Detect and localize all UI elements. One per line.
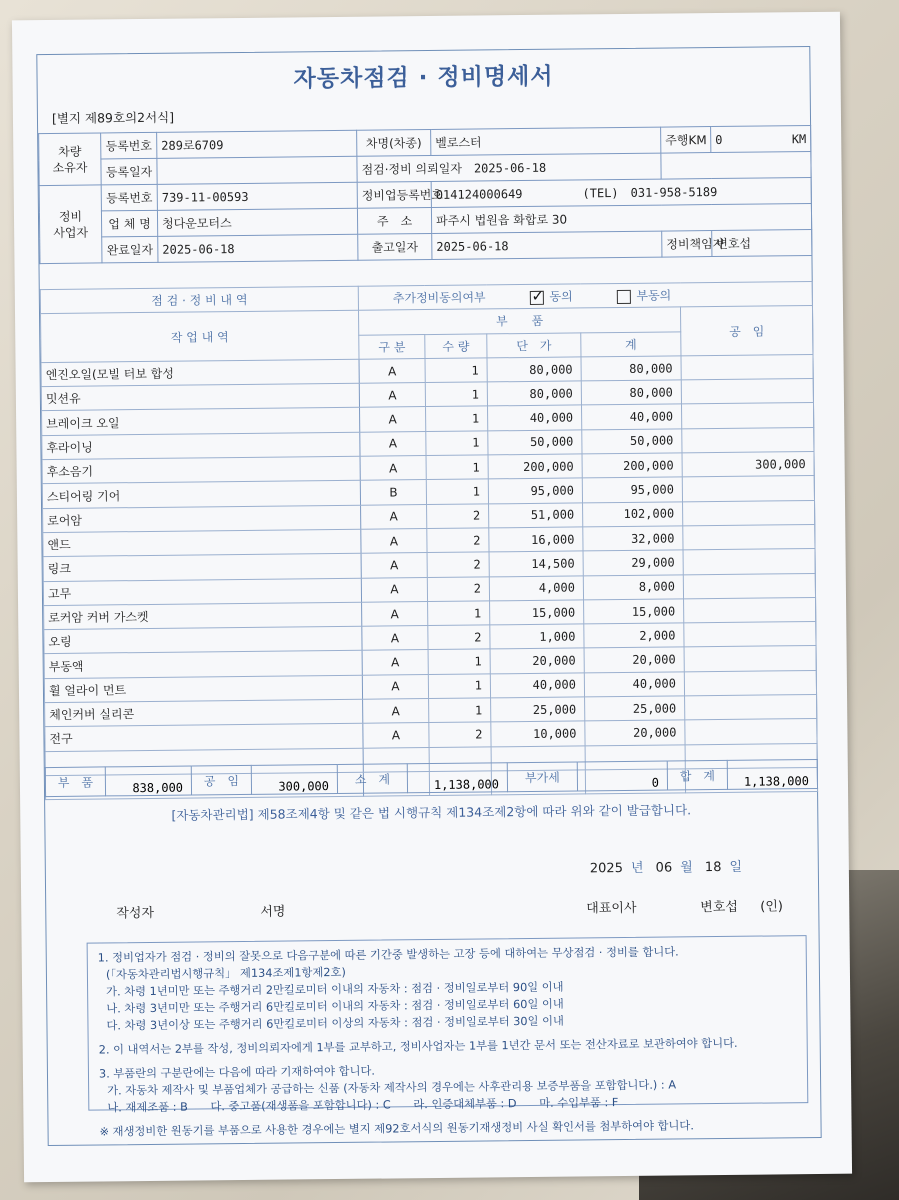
note-line: 2. 이 내역서는 2부를 작성, 정비의뢰자에게 1부를 교부하고, 정비사업자는 1부를 1년간 문서 또는 전산자료로 보관하여야 합니다. — [98, 1036, 738, 1057]
mileage-label: 주행KM — [661, 127, 711, 154]
qty-column-header: 수 량 — [425, 334, 487, 359]
law-statement: [자동차관리법] 제58조제4항 및 같은 법 시행규칙 제134조제2항에 따라 위와 같이 발급합니다. — [171, 802, 692, 823]
issue-date — [586, 856, 746, 877]
item-labor — [685, 719, 817, 745]
parts-total-label: 부 품 — [45, 767, 105, 797]
owner-reg-no: 289로6709 — [157, 130, 357, 158]
item-total: 32,000 — [583, 526, 683, 551]
grand-total: 1,138,000 — [727, 759, 817, 789]
item-total: 80,000 — [581, 356, 681, 381]
item-total: 40,000 — [584, 672, 684, 697]
vat-label: 부가세 — [507, 762, 577, 792]
item-labor — [681, 354, 813, 380]
note-line: 가. 자동차 제작사 및 부품업체가 공급하는 신품 (자동차 제작사의 경우에는 사후관리용 보증부품을 포함합니다.) : A — [107, 1078, 677, 1098]
item-unit-price: 20,000 — [490, 648, 584, 673]
item-type: A — [362, 674, 428, 699]
item-labor — [681, 403, 813, 429]
item-name: 부동액 — [44, 651, 362, 679]
item-name: 앤드 — [43, 529, 361, 557]
shop-name: 청다운모터스 — [157, 208, 357, 236]
item-type: A — [361, 504, 427, 529]
item-unit-price: 50,000 — [488, 430, 582, 455]
year-unit: 년 — [630, 860, 644, 876]
item-labor — [683, 573, 815, 599]
seal-mark: (인) — [760, 899, 784, 915]
item-name: 로어암 — [43, 505, 361, 533]
item-qty: 1 — [426, 406, 488, 431]
out-date: 2025-06-18 — [432, 231, 662, 259]
item-name: 엔진오일(모빌 터보 합성 — [41, 359, 359, 387]
item-total: 8,000 — [583, 574, 683, 599]
paper-sheet — [12, 12, 852, 1183]
day-unit: 일 — [729, 859, 743, 875]
item-total: 25,000 — [585, 696, 685, 721]
agree-checkbox[interactable] — [529, 290, 543, 304]
item-unit-price: 200,000 — [488, 454, 582, 479]
item-labor — [685, 695, 817, 721]
item-labor — [684, 646, 816, 672]
item-name: 휠 얼라이 먼트 — [44, 675, 362, 703]
item-name: 링크 — [43, 554, 361, 582]
item-total: 102,000 — [583, 502, 683, 527]
manager: 변호섭 — [712, 230, 812, 257]
item-name: 로커암 커버 가스켓 — [44, 602, 362, 630]
item-qty: 2 — [427, 528, 489, 553]
item-qty: 1 — [426, 431, 488, 456]
item-total: 20,000 — [585, 720, 685, 745]
item-labor — [682, 476, 814, 502]
item-qty: 1 — [425, 382, 487, 407]
item-unit-price: 1,000 — [490, 624, 584, 649]
issue-year: 2025 — [589, 861, 624, 877]
mileage-value: 0 — [715, 132, 723, 147]
item-total: 80,000 — [581, 380, 681, 405]
biz-reg-label: 정비업등록번호 — [357, 181, 431, 208]
item-name: 밋션유 — [41, 383, 359, 411]
total-column-header: 계 — [581, 331, 681, 356]
note-line: 다. 차령 3년이상 또는 주행거리 6만킬로미터 이상의 자동차 : 점검 · 정비일로부터 30일 이내 — [106, 1014, 564, 1033]
item-labor — [684, 622, 816, 648]
item-qty: 2 — [427, 552, 489, 577]
consent-label: 추가정비동의여부 — [392, 290, 486, 306]
car-name-label: 차명(차종) — [357, 129, 431, 156]
ceo-name: 변호섭 — [700, 899, 739, 916]
item-labor: 300,000 — [682, 452, 814, 478]
issue-day: 18 — [704, 859, 722, 876]
item-unit-price: 4,000 — [489, 575, 583, 600]
item-qty: 1 — [426, 479, 488, 504]
mileage-unit: KM — [791, 131, 807, 146]
item-qty: 2 — [427, 504, 489, 529]
item-labor — [683, 500, 815, 526]
item-labor — [683, 549, 815, 575]
mileage-cell — [711, 126, 811, 153]
done-date: 2025-06-18 — [158, 234, 358, 262]
item-type: A — [360, 431, 426, 456]
ceo-label: 대표이사 — [586, 900, 637, 917]
disagree-label: 부동의 — [636, 288, 672, 303]
owner-reg-date-label: 등록일자 — [101, 158, 157, 185]
item-type: A — [362, 650, 428, 675]
invoice-form — [36, 46, 821, 1146]
item-name: 오링 — [44, 626, 362, 654]
request-date: 2025-06-18 — [473, 160, 547, 176]
item-labor — [681, 379, 813, 405]
address: 파주시 법원읍 화합로 30 — [431, 204, 811, 234]
item-rows — [41, 354, 818, 799]
biz-reg-cell — [431, 178, 811, 208]
labor-total-label: 공 임 — [191, 765, 251, 795]
item-qty: 1 — [426, 455, 488, 480]
subtotal-label: 소 계 — [337, 764, 407, 794]
work-column-header: 작 업 내 역 — [41, 311, 359, 363]
shop-reg-no: 739-11-00593 — [157, 182, 357, 210]
shop-group-label: 정비 사업자 — [39, 185, 102, 264]
item-total: 50,000 — [582, 429, 682, 454]
item-qty: 1 — [425, 358, 487, 383]
item-name: 후소음기 — [42, 456, 360, 484]
header-table — [38, 125, 812, 264]
out-date-label: 출고일자 — [358, 233, 432, 260]
agree-label: 동의 — [549, 289, 573, 304]
item-name: 전구 — [45, 724, 363, 752]
issue-month: 06 — [655, 860, 673, 876]
item-labor — [683, 524, 815, 550]
item-unit-price: 16,000 — [489, 527, 583, 552]
item-total: 95,000 — [582, 477, 682, 502]
work-table — [40, 281, 818, 800]
grand-total-label: 합 계 — [667, 760, 727, 790]
tel-label: (TEL) — [582, 186, 619, 201]
item-type: A — [361, 529, 427, 554]
item-name: 스티어링 기어 — [42, 481, 360, 509]
owner-reg-no-label: 등록번호 — [101, 132, 157, 159]
form-title: 자동차점검 · 정비명세서 — [293, 63, 554, 93]
item-type: A — [363, 699, 429, 724]
note-line: 나. 재제조품 : B 다. 중고품(재생품을 포함합니다) : C 라. 인증대체부품 : D 마. 수입부품 : F — [107, 1096, 619, 1115]
address-label: 주 소 — [357, 207, 431, 234]
item-qty: 2 — [427, 576, 489, 601]
request-date-label: 점검·정비 의뢰일자 — [361, 161, 462, 177]
item-unit-price: 15,000 — [490, 600, 584, 625]
shop-name-label: 업 체 명 — [101, 210, 157, 237]
car-name: 벨로스터 — [431, 127, 661, 155]
author-label: 작성자 — [116, 905, 155, 922]
item-type: A — [362, 601, 428, 626]
item-type: A — [360, 456, 426, 481]
item-qty: 1 — [428, 649, 490, 674]
notes-box — [87, 935, 809, 1139]
note-line: 1. 정비업자가 점검 · 정비의 잘못으로 다음구분에 따른 기간중 발생하는 고장 등에 대하여는 무상점검 · 정비를 합니다. — [97, 945, 679, 965]
item-labor — [684, 670, 816, 696]
disagree-checkbox[interactable] — [616, 290, 630, 304]
request-date-cell — [357, 153, 661, 182]
done-date-label: 완료일자 — [102, 236, 158, 263]
item-unit-price: 51,000 — [489, 503, 583, 528]
item-type: A — [361, 577, 427, 602]
item-type: A — [359, 383, 425, 408]
item-type: A — [361, 553, 427, 578]
labor-total: 300,000 — [251, 765, 337, 795]
blank-cell — [661, 152, 811, 180]
item-qty: 2 — [429, 722, 491, 747]
type-column-header: 구 분 — [359, 334, 425, 359]
labor-header: 공 임 — [680, 306, 813, 356]
tel-value: 031-958-5189 — [630, 184, 718, 200]
item-qty: 1 — [428, 674, 490, 699]
parts-total: 838,000 — [105, 766, 191, 796]
item-total: 29,000 — [583, 550, 683, 575]
note-line: ※ 재생정비한 원동기를 부품으로 사용한 경우에는 별지 제92호서식의 원동기재생정비 사실 확인서를 첨부하여야 합니다. — [99, 1119, 694, 1139]
item-total: 15,000 — [584, 599, 684, 624]
note-line: 3. 부품란의 구분란에는 다음에 따라 기재하여야 합니다. — [98, 1064, 376, 1081]
note-line: 나. 차령 3년미만 또는 주행거리 6만킬로미터 이내의 자동차 : 점검 · 정비일로부터 60일 이내 — [106, 997, 564, 1016]
item-type: A — [363, 723, 429, 748]
unit-price-column-header: 단 가 — [487, 333, 581, 358]
note-line: (「자동차관리법시행규칙」 제134조제1항제2호) — [105, 965, 346, 982]
item-name: 후라이닝 — [42, 432, 360, 460]
parts-header: 부 품 — [358, 307, 680, 335]
biz-reg-value: 014124000649 — [435, 187, 523, 202]
owner-reg-date — [157, 156, 357, 184]
item-unit-price: 80,000 — [487, 357, 581, 382]
vat: 0 — [577, 761, 667, 791]
item-unit-price: 14,500 — [489, 551, 583, 576]
shop-reg-no-label: 등록번호 — [101, 184, 157, 211]
item-type: B — [360, 480, 426, 505]
item-type: A — [359, 358, 425, 383]
item-unit-price: 80,000 — [487, 381, 581, 406]
item-name: 브레이크 오일 — [42, 408, 360, 436]
item-type: A — [362, 626, 428, 651]
item-unit-price: 40,000 — [488, 405, 582, 430]
item-unit-price: 95,000 — [488, 478, 582, 503]
item-total: 200,000 — [582, 453, 682, 478]
month-unit: 월 — [680, 860, 693, 876]
item-unit-price: 10,000 — [491, 721, 585, 746]
item-qty: 2 — [428, 625, 490, 650]
item-labor — [684, 597, 816, 623]
item-unit-price: 40,000 — [490, 673, 584, 698]
work-section-header: 점 검 · 정 비 내 역 — [40, 286, 358, 314]
subtotal: 1,138,000 — [407, 763, 507, 793]
item-total: 40,000 — [582, 404, 682, 429]
owner-group-label: 차량 소유자 — [39, 133, 102, 186]
item-type: A — [360, 407, 426, 432]
item-name: 체인커버 실리콘 — [45, 699, 363, 727]
manager-label: 정비책임자 — [662, 231, 712, 258]
item-labor — [682, 427, 814, 453]
item-qty: 1 — [428, 601, 490, 626]
item-qty: 1 — [429, 698, 491, 723]
note-line: 가. 차령 1년미만 또는 주행거리 2만킬로미터 이내의 자동차 : 점검 · 정비일로부터 90일 이내 — [106, 980, 564, 999]
item-total: 20,000 — [584, 647, 684, 672]
sign-label: 서명 — [260, 904, 286, 920]
form-reference: [별지 제89호의2서식] — [51, 109, 175, 126]
item-total: 2,000 — [584, 623, 684, 648]
item-unit-price: 25,000 — [491, 697, 585, 722]
item-name: 고무 — [43, 578, 361, 606]
